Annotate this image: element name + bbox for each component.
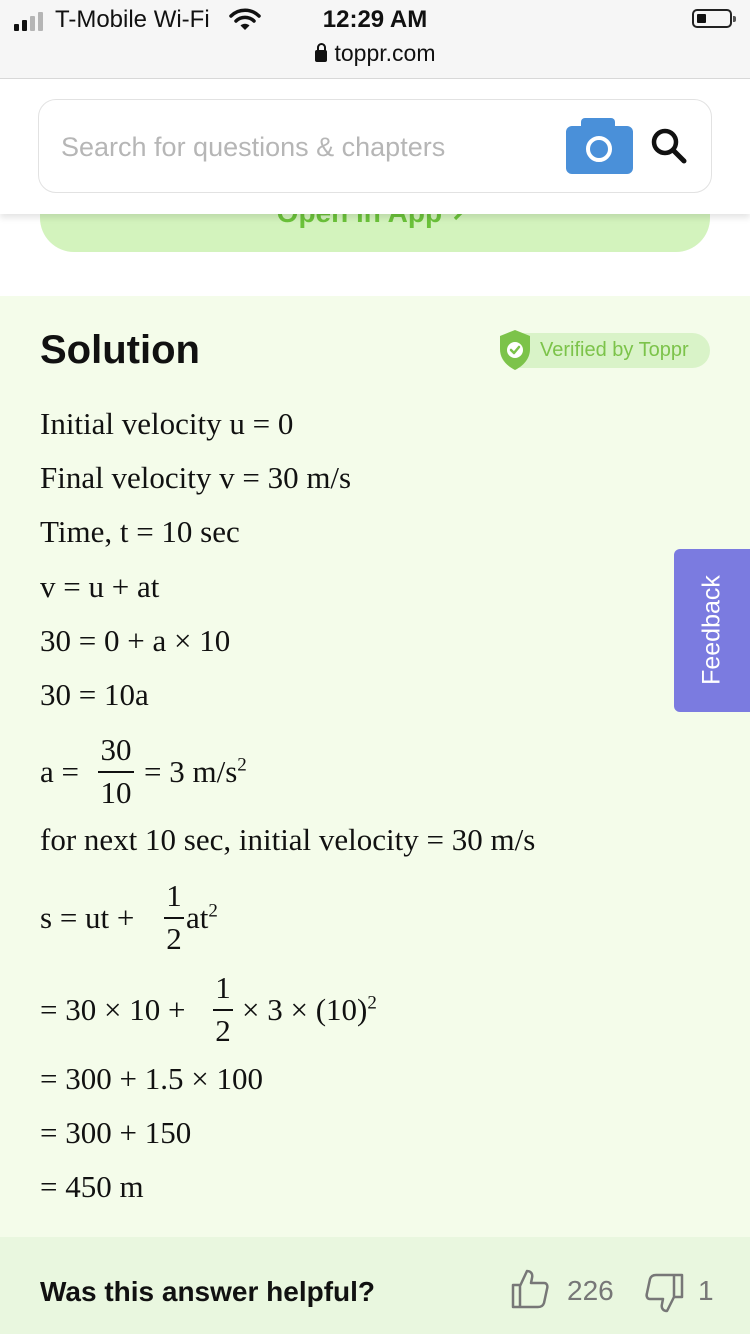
- fraction-numerator: 1: [166, 878, 182, 913]
- fraction-pre: s = ut +: [40, 900, 135, 935]
- solution-fraction-line: [40, 732, 300, 812]
- thumbs-up-icon[interactable]: [510, 1267, 550, 1309]
- fraction-post: × $3 \times (10)^2$: [242, 992, 377, 1027]
- search-icon[interactable]: [649, 126, 689, 166]
- solution-line: 30 = 10a: [40, 677, 149, 712]
- solution-line: Time, t = 10 sec: [40, 514, 240, 549]
- feedback-label: Feedback: [697, 575, 726, 685]
- solution-line: for next 10 sec, initial velocity = 30 m/s: [40, 822, 536, 857]
- fraction-numerator: 1: [215, 970, 231, 1005]
- open-app-button[interactable]: [40, 214, 710, 252]
- solution-fraction-line: [40, 878, 280, 958]
- solution-line: Initial velocity u = 0: [40, 406, 294, 441]
- fraction-bar: [98, 771, 134, 773]
- solution-line: = 300 + 1.5 × 100: [40, 1061, 263, 1096]
- feedback-tab[interactable]: [674, 549, 750, 712]
- open-app-section: [0, 214, 750, 296]
- search-header: [0, 79, 750, 214]
- search-input[interactable]: [59, 124, 563, 170]
- battery-icon: [692, 9, 732, 28]
- fraction-denominator: 2: [215, 1013, 231, 1048]
- fraction-post: = 3 $m/s^2$: [144, 754, 247, 789]
- lock-icon: [315, 50, 327, 62]
- clock: 12:29 AM: [322, 6, 428, 33]
- camera-icon[interactable]: [566, 118, 633, 174]
- fraction-denominator: 2: [166, 921, 182, 956]
- status-bar: [0, 0, 750, 79]
- helpful-bar: [0, 1237, 750, 1334]
- helpful-question: Was this answer helpful?: [40, 1276, 376, 1307]
- solution-line: v = u + at: [40, 569, 160, 604]
- fraction-bar: [164, 917, 184, 919]
- carrier-label: T-Mobile Wi-Fi: [55, 6, 210, 33]
- solution-line: Final velocity v = 30 m/s: [40, 460, 352, 495]
- verified-badge: [500, 333, 710, 368]
- url-bar[interactable]: [0, 40, 750, 67]
- dislike-count: 1: [698, 1275, 714, 1306]
- url-text: toppr.com: [334, 40, 436, 66]
- like-count: 226: [567, 1275, 614, 1306]
- solution-line: = 300 + 150: [40, 1115, 192, 1150]
- solution-fraction-line: [40, 970, 420, 1050]
- fraction-post: $at^2$: [186, 900, 218, 935]
- fraction-pre: a =: [40, 754, 79, 789]
- shield-check-icon: [498, 329, 532, 371]
- solution-line: 30 = 0 + a × 10: [40, 623, 231, 658]
- fraction-pre: = 30 × 10 +: [40, 992, 186, 1027]
- solution-title: Solution: [40, 328, 200, 372]
- search-bar: [38, 99, 712, 193]
- solution-line: = 450 m: [40, 1169, 144, 1204]
- fraction-bar: [213, 1009, 233, 1011]
- fraction-numerator: 30: [100, 732, 132, 767]
- verified-label: Verified by Toppr: [540, 339, 689, 361]
- fraction-denominator: 10: [100, 775, 132, 810]
- thumbs-down-icon[interactable]: [644, 1273, 684, 1315]
